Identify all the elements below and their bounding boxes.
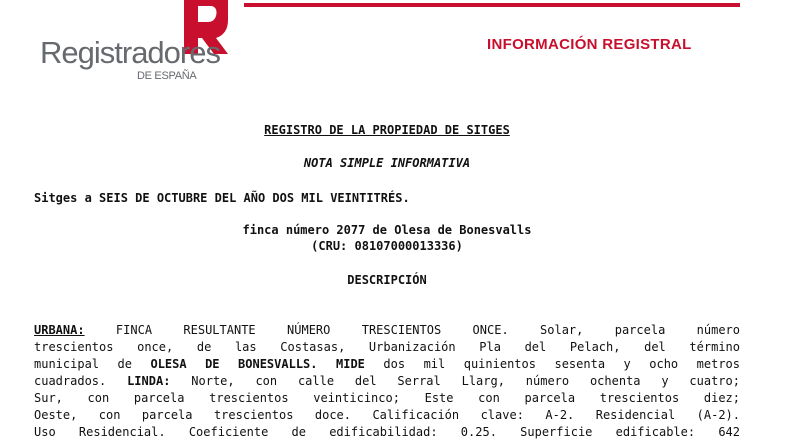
description-paragraph	[34, 322, 740, 441]
finca-line: finca número 2077 de Olesa de Bonesvalls	[242, 223, 532, 237]
nota-heading: NOTA SIMPLE INFORMATIVA	[303, 156, 471, 170]
header-red-rule	[244, 3, 740, 7]
logo-subtitle: DE ESPAÑA	[137, 70, 197, 82]
document-header	[0, 0, 790, 100]
registry-heading: REGISTRO DE LA PROPIEDAD DE SITGES	[264, 123, 510, 137]
paragraph-line: Oeste, con parcela trescientos doce. Calificación clave: A-2. Residencial (A-2).	[34, 408, 740, 422]
description-heading: DESCRIPCIÓN	[347, 273, 427, 287]
paragraph-line: Sur, con parcela trescientos veinticinco; Este con parcela trescientos diez;	[34, 391, 740, 405]
section-title: INFORMACIÓN REGISTRAL	[487, 36, 692, 53]
paragraph-line: URBANA: FINCA RESULTANTE NÚMERO TRESCIENTOS ONCE. Solar, parcela número	[34, 323, 740, 337]
logo-wordmark: Registradores	[40, 35, 220, 70]
cru-line: (CRU: 08107000013336)	[311, 239, 463, 253]
paragraph-line: Uso Residencial. Coeficiente de edificabilidad: 0.25. Superficie edificable: 642	[34, 425, 740, 439]
paragraph-line: cuadrados. LINDA: Norte, con calle del Serral Llarg, número ochenta y cuatro;	[34, 374, 740, 388]
urbana-label: URBANA:	[34, 323, 85, 337]
mide-label: MIDE	[336, 357, 365, 371]
municipality-name: OLESA DE BONESVALLS.	[150, 357, 318, 371]
linda-label: LINDA:	[127, 374, 171, 388]
paragraph-line: municipal de OLESA DE BONESVALLS. MIDE dos mil quinientos sesenta y ocho metros	[34, 357, 740, 371]
paragraph-line: trescientos once, de las Costasas, Urbanización Pla del Pelach, del término	[34, 340, 740, 354]
date-line: Sitges a SEIS DE OCTUBRE DEL AÑO DOS MIL VEINTITRÉS.	[34, 191, 410, 205]
